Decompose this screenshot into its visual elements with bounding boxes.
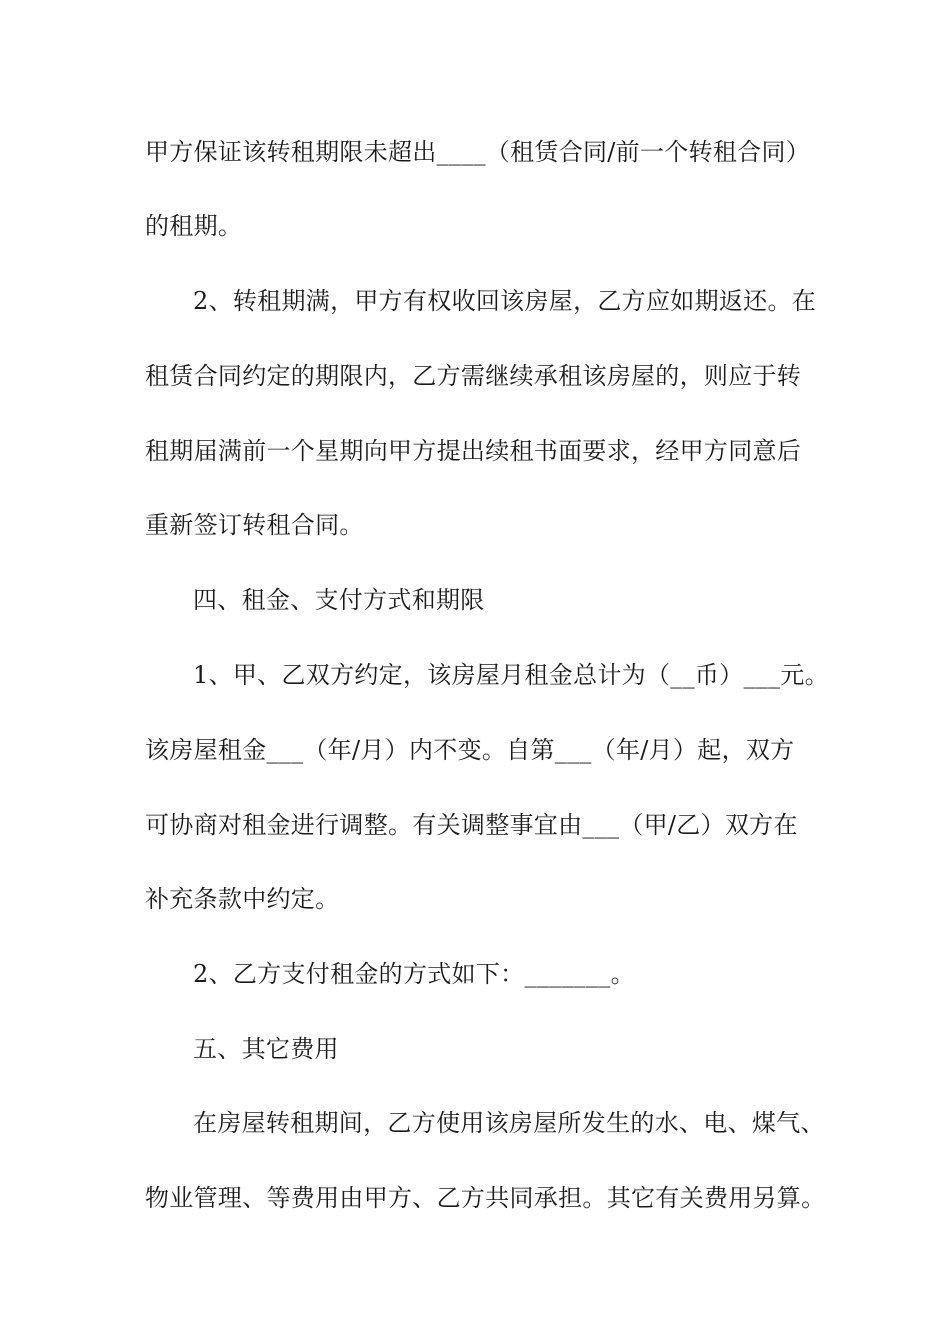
paragraph-start-line: 2、乙方支付租金的方式如下：_______。 (193, 960, 635, 988)
paragraph-start-line: 1、甲、乙双方约定，该房屋月租金总计为（__币）___元。 (193, 661, 829, 689)
text-line: 重新签订转租合同。 (145, 511, 364, 539)
text-line: 物业管理、等费用由甲方、乙方共同承担。其它有关费用另算。 (145, 1184, 826, 1212)
text-line: 该房屋租金___（年/月）内不变。自第___（年/月）起，双方 (145, 736, 795, 764)
text-line: 可协商对租金进行调整。有关调整事宜由___（甲/乙）双方在 (145, 811, 798, 839)
paragraph-start-line: 2、转租期满，甲方有权收回该房屋，乙方应如期返还。在 (193, 287, 817, 315)
text-line: 的租期。 (145, 212, 243, 240)
text-line: 甲方保证该转租期限未超出____（租赁合同/前一个转租合同） (145, 138, 811, 166)
text-line: 补充条款中约定。 (145, 885, 340, 913)
text-line: 租期届满前一个星期向甲方提出续租书面要求，经甲方同意后 (145, 437, 802, 465)
text-line: 租赁合同约定的期限内，乙方需继续承租该房屋的，则应于转 (145, 362, 802, 390)
section-heading-other-fees: 五、其它费用 (193, 1035, 339, 1063)
paragraph-start-line: 在房屋转租期间，乙方使用该房屋所发生的水、电、煤气、 (193, 1109, 825, 1137)
section-heading-rent: 四、租金、支付方式和期限 (193, 586, 485, 614)
